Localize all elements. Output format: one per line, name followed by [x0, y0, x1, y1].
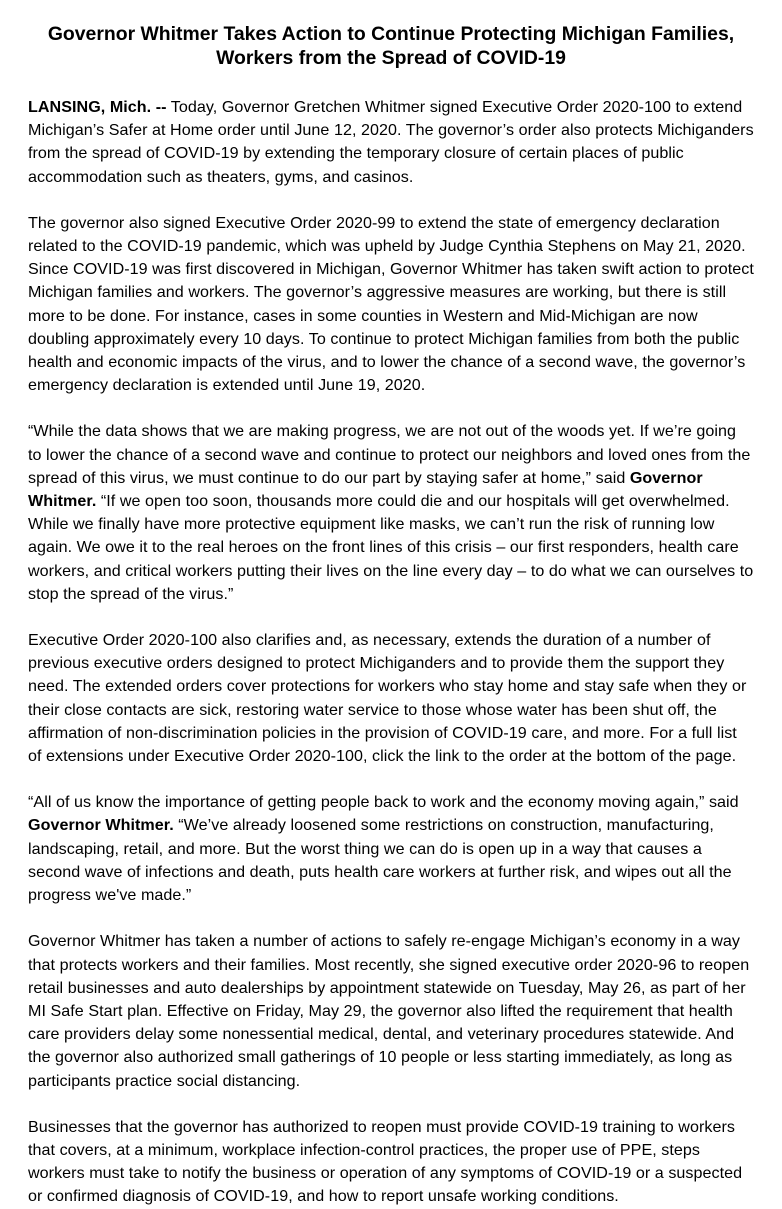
quote-2-part-a: “All of us know the importance of getting people back to work and the economy moving again,” said: [28, 793, 739, 812]
paragraph-intro-text: Today, Governor Gretchen Whitmer signed Executive Order 2020-100 to extend Michigan’s Safer at Home order until June 12, 2020. The governor’s order also protects Michiganders from the spread of COVID-19 by extending the temporary closure of certain places of public accommodation such as theaters, gyms, and casinos.: [28, 98, 754, 186]
speaker-name: Governor Whitmer.: [28, 816, 174, 835]
paragraph-intro: [28, 96, 754, 189]
paragraph-emergency-declaration: The governor also signed Executive Order 2020-99 to extend the state of emergency declaration related to the COVID-19 pandemic, which was upheld by Judge Cynthia Stephens on May 21, 2020. Since COVID-19 was first discovered in Michigan, Governor Whitmer has taken swift action to protect Michigan families and workers. The governor’s aggressive measures are working, but there is still more to be done. For instance, cases in some counties in Western and Mid-Michigan are now doubling approximately every 10 days. To continue to protect Michigan families from both the public health and economic impacts of the virus, and to lower the chance of a second wave, the governor’s emergency declaration is extended until June 19, 2020.: [28, 213, 754, 395]
headline-line-1: Governor Whitmer Takes Action to Continue Protecting Michigan Families,: [47, 23, 735, 45]
quote-1-part-b: “If we open too soon, thousands more could die and our hospitals will get overwhelmed. While we finally have more protective equipment like masks, we can’t run the risk of running low again. We owe it to the real heroes on the front lines of this crisis – our first responders, health care workers, and critical workers putting their lives on the line every day – to do what we can ourselves to stop the spread of the virus.”: [28, 492, 754, 603]
dateline: LANSING, Mich. --: [28, 98, 167, 116]
quote-1-part-a: “While the data shows that we are making progress, we are not out of the woods yet. If we’re going to lower the chance of a second wave and continue to protect our neighbors and loved ones from the spread of this virus, we must continue to do our part by staying safer at home,” said: [28, 422, 751, 487]
headline-line-2: Workers from the Spread of COVID-19: [216, 47, 566, 69]
paragraph-reengage-economy: Governor Whitmer has taken a number of actions to safely re-engage Michigan’s economy in a way that protects workers and their families. Most recently, she signed executive order 2020-96 to reopen retail businesses and auto dealerships by appointment statewide on Tuesday, May 26, as part of her MI Safe Start plan. Effective on Friday, May 29, the governor also lifted the requirement that health care providers delay some nonessential medical, dental, and veterinary procedures statewide. And the governor also authorized small gatherings of 10 people or less starting immediately, as long as participants practice social distancing.: [28, 932, 750, 1090]
headline: [28, 22, 754, 70]
paragraph-governor-quote-2: [28, 791, 754, 907]
paragraph-extended-orders: Executive Order 2020-100 also clarifies and, as necessary, extends the duration of a number of previous executive orders designed to protect Michiganders and to provide them the support they need. The extended orders cover protections for workers who stay home and stay safe when they or their close contacts are sick, restoring water service to those whose water has been shut off, the affirmation of non-discrimination policies in the provision of COVID-19 care, and more. For a full list of extensions under Executive Order 2020-100, click the link to the order at the bottom of the page.: [28, 631, 747, 766]
speaker-name: Governor Whitmer.: [28, 468, 703, 511]
paragraph-business-training: Businesses that the governor has authorized to reopen must provide COVID-19 training to workers that covers, at a minimum, workplace infection-control practices, the proper use of PPE, steps workers must take to notify the business or operation of any symptoms of COVID-19 or a suspected or confirmed diagnosis of COVID-19, and how to report unsafe working conditions.: [28, 1117, 743, 1206]
quote-2-part-b: “We’ve already loosened some restrictions on construction, manufacturing, landscaping, retail, and more. But the worst thing we can do is open up in a way that causes a second wave of infections and death, puts health care workers at further risk, and wipes out all the progress we've made.”: [28, 816, 732, 905]
paragraph-governor-quote-1: [28, 420, 754, 606]
